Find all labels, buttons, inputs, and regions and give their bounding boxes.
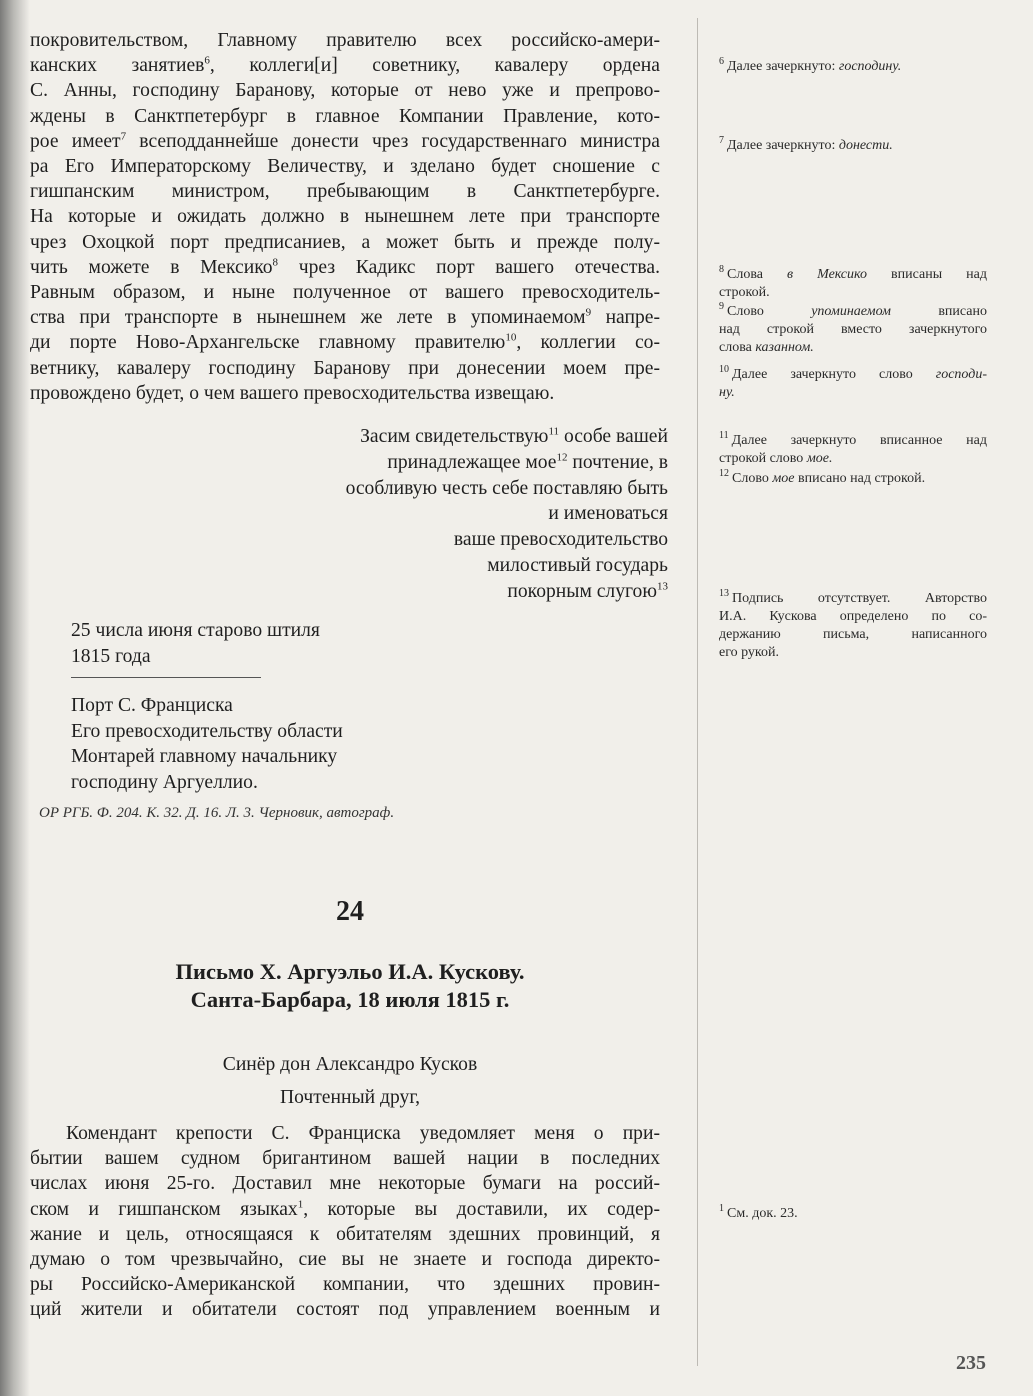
text-line: покровительством, Главному правителю всех российско-амери- bbox=[30, 30, 660, 51]
salutation-greeting: Почтенный друг, bbox=[279, 1087, 421, 1108]
text-line: канских занятиев$^6$, коллеги[и] советнику, кавалеру ордена bbox=[30, 54, 660, 77]
text-line: рое имеет$^7$ всеподданнейше донести чрез государственнаго министра bbox=[30, 130, 660, 152]
archive-reference: ОР РГБ. Ф. 204. К. 32. Д. 16. Л. 3. Черновик, автограф. bbox=[39, 805, 395, 821]
text-line: бытии вашем судном бригантином вашей нации в последних bbox=[30, 1148, 660, 1170]
footnote-11: $^{11}$ Далее зачеркнуто вписанное над строкой слово мое. bbox=[719, 430, 987, 466]
text-line: гишпанским министром, пребывающим в Санктпетербурге. bbox=[30, 181, 660, 203]
letter-date bbox=[71, 618, 320, 669]
title-line: Письмо Х. Аргуэльо И.А. Кускову. bbox=[175, 959, 525, 984]
closing-formula bbox=[30, 424, 668, 605]
closing-line: милостивый государь bbox=[487, 554, 668, 576]
text-line: ждены в Санктпетербург в главное Компании Правление, кото- bbox=[30, 105, 660, 127]
text-line: думаю о том чрезвычайно, сие вы не знаете и господа директо- bbox=[30, 1249, 660, 1271]
document-number: 24 bbox=[336, 896, 364, 927]
text-line: провождено будет, о чем вашего превосходительства извещаю. bbox=[30, 382, 555, 404]
footnote-6: $^6$ Далее зачеркнуто: господину. bbox=[719, 56, 902, 74]
text-line: На которые и ожидать должно в нынешнем лете при транспорте bbox=[30, 206, 660, 228]
document-title bbox=[30, 958, 670, 1014]
address-line: Порт С. Франциска bbox=[71, 695, 233, 716]
footnote-12: $^{12}$ Слово мое вписано над строкой. bbox=[719, 468, 926, 486]
footnote-7: $^7$ Далее зачеркнуто: донести. bbox=[719, 135, 893, 153]
letter-body-paragraph bbox=[30, 1121, 660, 1323]
address-line: Монтарей главному начальнику bbox=[71, 746, 338, 768]
address-line: господину Аргуеллио. bbox=[71, 771, 258, 793]
text-line: чить можете в Мексико$^8$ чрез Кадикс порт вашего отечества. bbox=[30, 256, 660, 278]
closing-line: Засим свидетельствую$^{11}$ особе вашей bbox=[360, 425, 668, 447]
text-line: ди порте Ново-Архангельске главному правителю$^{10}$, коллегии со- bbox=[30, 331, 660, 354]
footnote-10: $^{10}$ Далее зачеркнуто слово господи- ну. bbox=[719, 364, 987, 400]
divider bbox=[71, 677, 261, 678]
text-line: ветнику, кавалеру господину Баранову при донесении моем пре- bbox=[30, 357, 660, 379]
text-line: ций жители и обитатели состоят под управлением военным и bbox=[30, 1299, 660, 1321]
text-line: ства при транспорте в нынешнем же лете в упоминаемом$^9$ напре- bbox=[30, 306, 660, 329]
footnote-13: $^{13}$ Подпись отсутствует. Авторство И.А. Кускова определено по со- держанию письма, написанного его рукой. bbox=[719, 588, 987, 660]
date-line: 1815 года bbox=[71, 645, 151, 667]
closing-line: принадлежащее мое$^{12}$ почтение, в bbox=[387, 451, 668, 473]
closing-line: и именоваться bbox=[548, 503, 668, 525]
text-line: Равным образом, и ныне полученное от вашего превосходитель- bbox=[30, 282, 660, 304]
closing-line: ваше превосходительство bbox=[453, 529, 668, 551]
title-line: Санта-Барбара, 18 июля 1815 г. bbox=[190, 987, 510, 1012]
text-line: ском и гишпанском языках$^1$, которые вы доставили, их содер- bbox=[30, 1198, 660, 1220]
text-line: ры Российско-Американской компании, что здешних провин- bbox=[30, 1274, 660, 1296]
page-number: 235 bbox=[956, 1352, 986, 1374]
date-line: 25 числа июня старово штиля bbox=[71, 620, 320, 641]
page-gutter-shadow bbox=[0, 0, 30, 1396]
footnote-1: $^1$ См. док. 23. bbox=[719, 1203, 798, 1221]
text-line: числах июня 25-го. Доставил мне некоторые бумаги на россий- bbox=[30, 1173, 660, 1195]
address-line: Его превосходительству области bbox=[71, 720, 343, 742]
text-line: чрез Охоцкой порт предписаниев, а может быть и прежде полу- bbox=[30, 231, 660, 253]
footnote-8: $^8$ Слова в Мексико вписаны над строкой. bbox=[719, 264, 988, 300]
margin-rule bbox=[697, 18, 698, 1366]
salutation-name: Синёр дон Александро Кусков bbox=[222, 1054, 478, 1075]
text-line: жание и цель, относящаяся к обитателям здешних провинций, я bbox=[30, 1223, 660, 1245]
letter-continuation-paragraph bbox=[30, 28, 660, 406]
closing-line: покорным слугою$^{13}$ bbox=[507, 580, 668, 602]
footnote-9: $^9$ Слово упоминаемом вписано над строкой вместо зачеркнутого слова казанном. bbox=[719, 301, 988, 355]
letter-address bbox=[71, 693, 343, 795]
text-line: ра Его Императорскому Величеству, и зделано будет сношение с bbox=[30, 156, 660, 178]
text-line: С. Анны, господину Баранову, которые от нево уже и препрово- bbox=[30, 80, 660, 102]
text-line: Комендант крепости С. Франциска уведомляет меня о при- bbox=[66, 1123, 660, 1144]
closing-line: особливую честь себе поставляю быть bbox=[345, 477, 668, 499]
